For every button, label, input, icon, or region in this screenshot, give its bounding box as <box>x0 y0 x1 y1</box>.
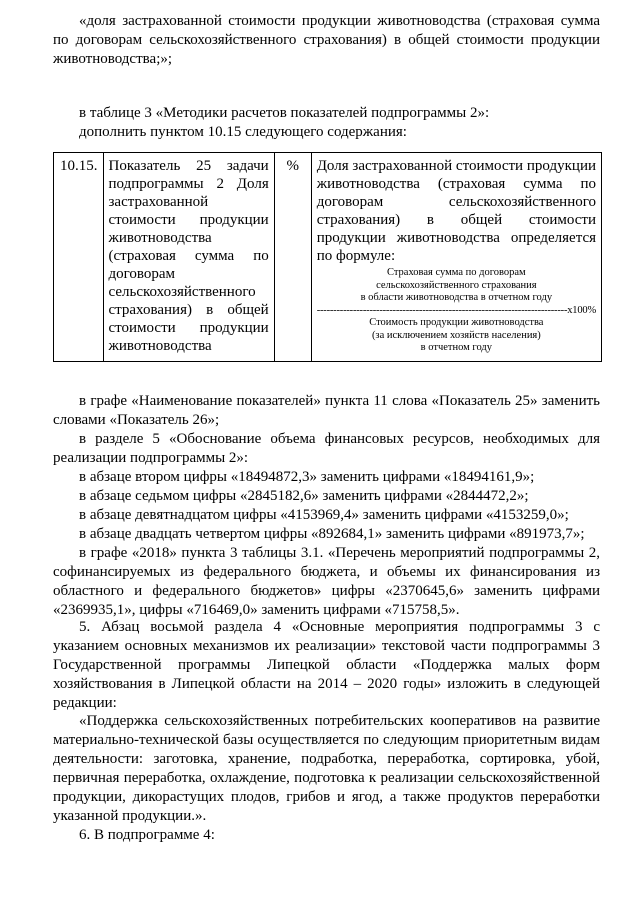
calculation-method <box>311 153 601 362</box>
paragraph-abzac-24: в абзаце двадцать четвертом цифры «892684,1» заменить цифрами «891973,7»; <box>79 526 585 542</box>
item-number: 10.15. <box>54 153 104 362</box>
paragraph-abzac-2: в абзаце втором цифры «18494872,3» заменить цифрами «18494161,9»; <box>79 469 535 485</box>
paragraph-quote-share: «доля застрахованной стоимости продукции животноводства (страховая сумма по договорам сельскохозяйственного страхования) в общей стоимости продукции животноводства;»; <box>53 13 600 67</box>
paragraph-item-5: 5. Абзац восьмой раздела 4 «Основные мероприятия подпрограммы 3 с указанием основных механизмов их реализации» текстовой части подпрограммы 3 Государственной программы Липецкой области «Поддержка малых форм хозяйствования в Липецкой области на 2014 – 2020 годы» изложить в следующей редакции: <box>53 619 600 711</box>
formula-fraction-line: ----------------------------------------------------------------------------x100% <box>316 304 596 316</box>
formula-denominator-1: Стоимость продукции животноводства <box>369 317 544 328</box>
indicator-name: Показатель 25 задачи подпрограммы 2 Доля застрахованной стоимости продукции животноводства (страховая сумма по договорам сельскохозяйственного страхования) в общей стоимости продукции животноводства <box>103 153 274 362</box>
unit-cell: % <box>274 153 311 362</box>
formula-numerator-3: в области животноводства в отчетном году <box>360 292 553 303</box>
paragraph-table3: в таблице 3 «Методики расчетов показателей подпрограммы 2»: <box>79 105 490 121</box>
formula-numerator-2: сельскохозяйственного страхования <box>376 279 537 291</box>
paragraph-add-item: дополнить пунктом 10.15 следующего содержания: <box>79 124 407 140</box>
paragraph-graph-name: в графе «Наименование показателей» пункта 11 слова «Показатель 25» заменить словами «Показатель 26»; <box>53 393 600 428</box>
method-description: Доля застрахованной стоимости продукции животноводства (страховая сумма по договорам сельскохозяйственного страхования) в общей стоимости продукции животноводства определяется по формуле: <box>316 158 596 264</box>
paragraph-section5: в разделе 5 «Обоснование объема финансовых ресурсов, необходимых для реализации подпрограммы 2»: <box>53 431 600 466</box>
paragraph-2018: в графе «2018» пункта 3 таблицы 3.1. «Перечень мероприятий подпрограммы 2, софинансируемых из федерального бюджета, и объемы их финансирования из областного и федерального бюджетов» цифры «2370645,6» заменить цифрами «2369935,1», цифры «716469,0» заменить цифрами «715758,5». <box>53 545 600 618</box>
formula-numerator-1: Страховая сумма по договорам <box>386 267 526 278</box>
formula <box>317 267 596 355</box>
formula-denominator-3: в отчетном году <box>420 342 493 353</box>
table-row <box>54 153 602 362</box>
methodology-table <box>53 152 602 362</box>
paragraph-abzac-19: в абзаце девятнадцатом цифры «4153969,4» заменить цифрами «4153259,0»; <box>79 507 569 523</box>
paragraph-abzac-7: в абзаце седьмом цифры «2845182,6» заменить цифрами «2844472,2»; <box>79 488 529 504</box>
paragraph-cooperative-support: «Поддержка сельскохозяйственных потребительских кооперативов на развитие материально-технической базы осуществляется по следующим приоритетным видам деятельности: заготовка, хранение, подработка, переработка, сортировка, убой, первичная переработка, охлаждение, подготовка к реализации сельскохозяйственной продукции, дикорастущих плодов, грибов и ягод, а также продуктов переработки указанной продукции.». <box>53 713 600 824</box>
formula-denominator-2: (за исключением хозяйств населения) <box>371 329 541 341</box>
paragraph-item-6: 6. В подпрограмме 4: <box>79 827 215 843</box>
